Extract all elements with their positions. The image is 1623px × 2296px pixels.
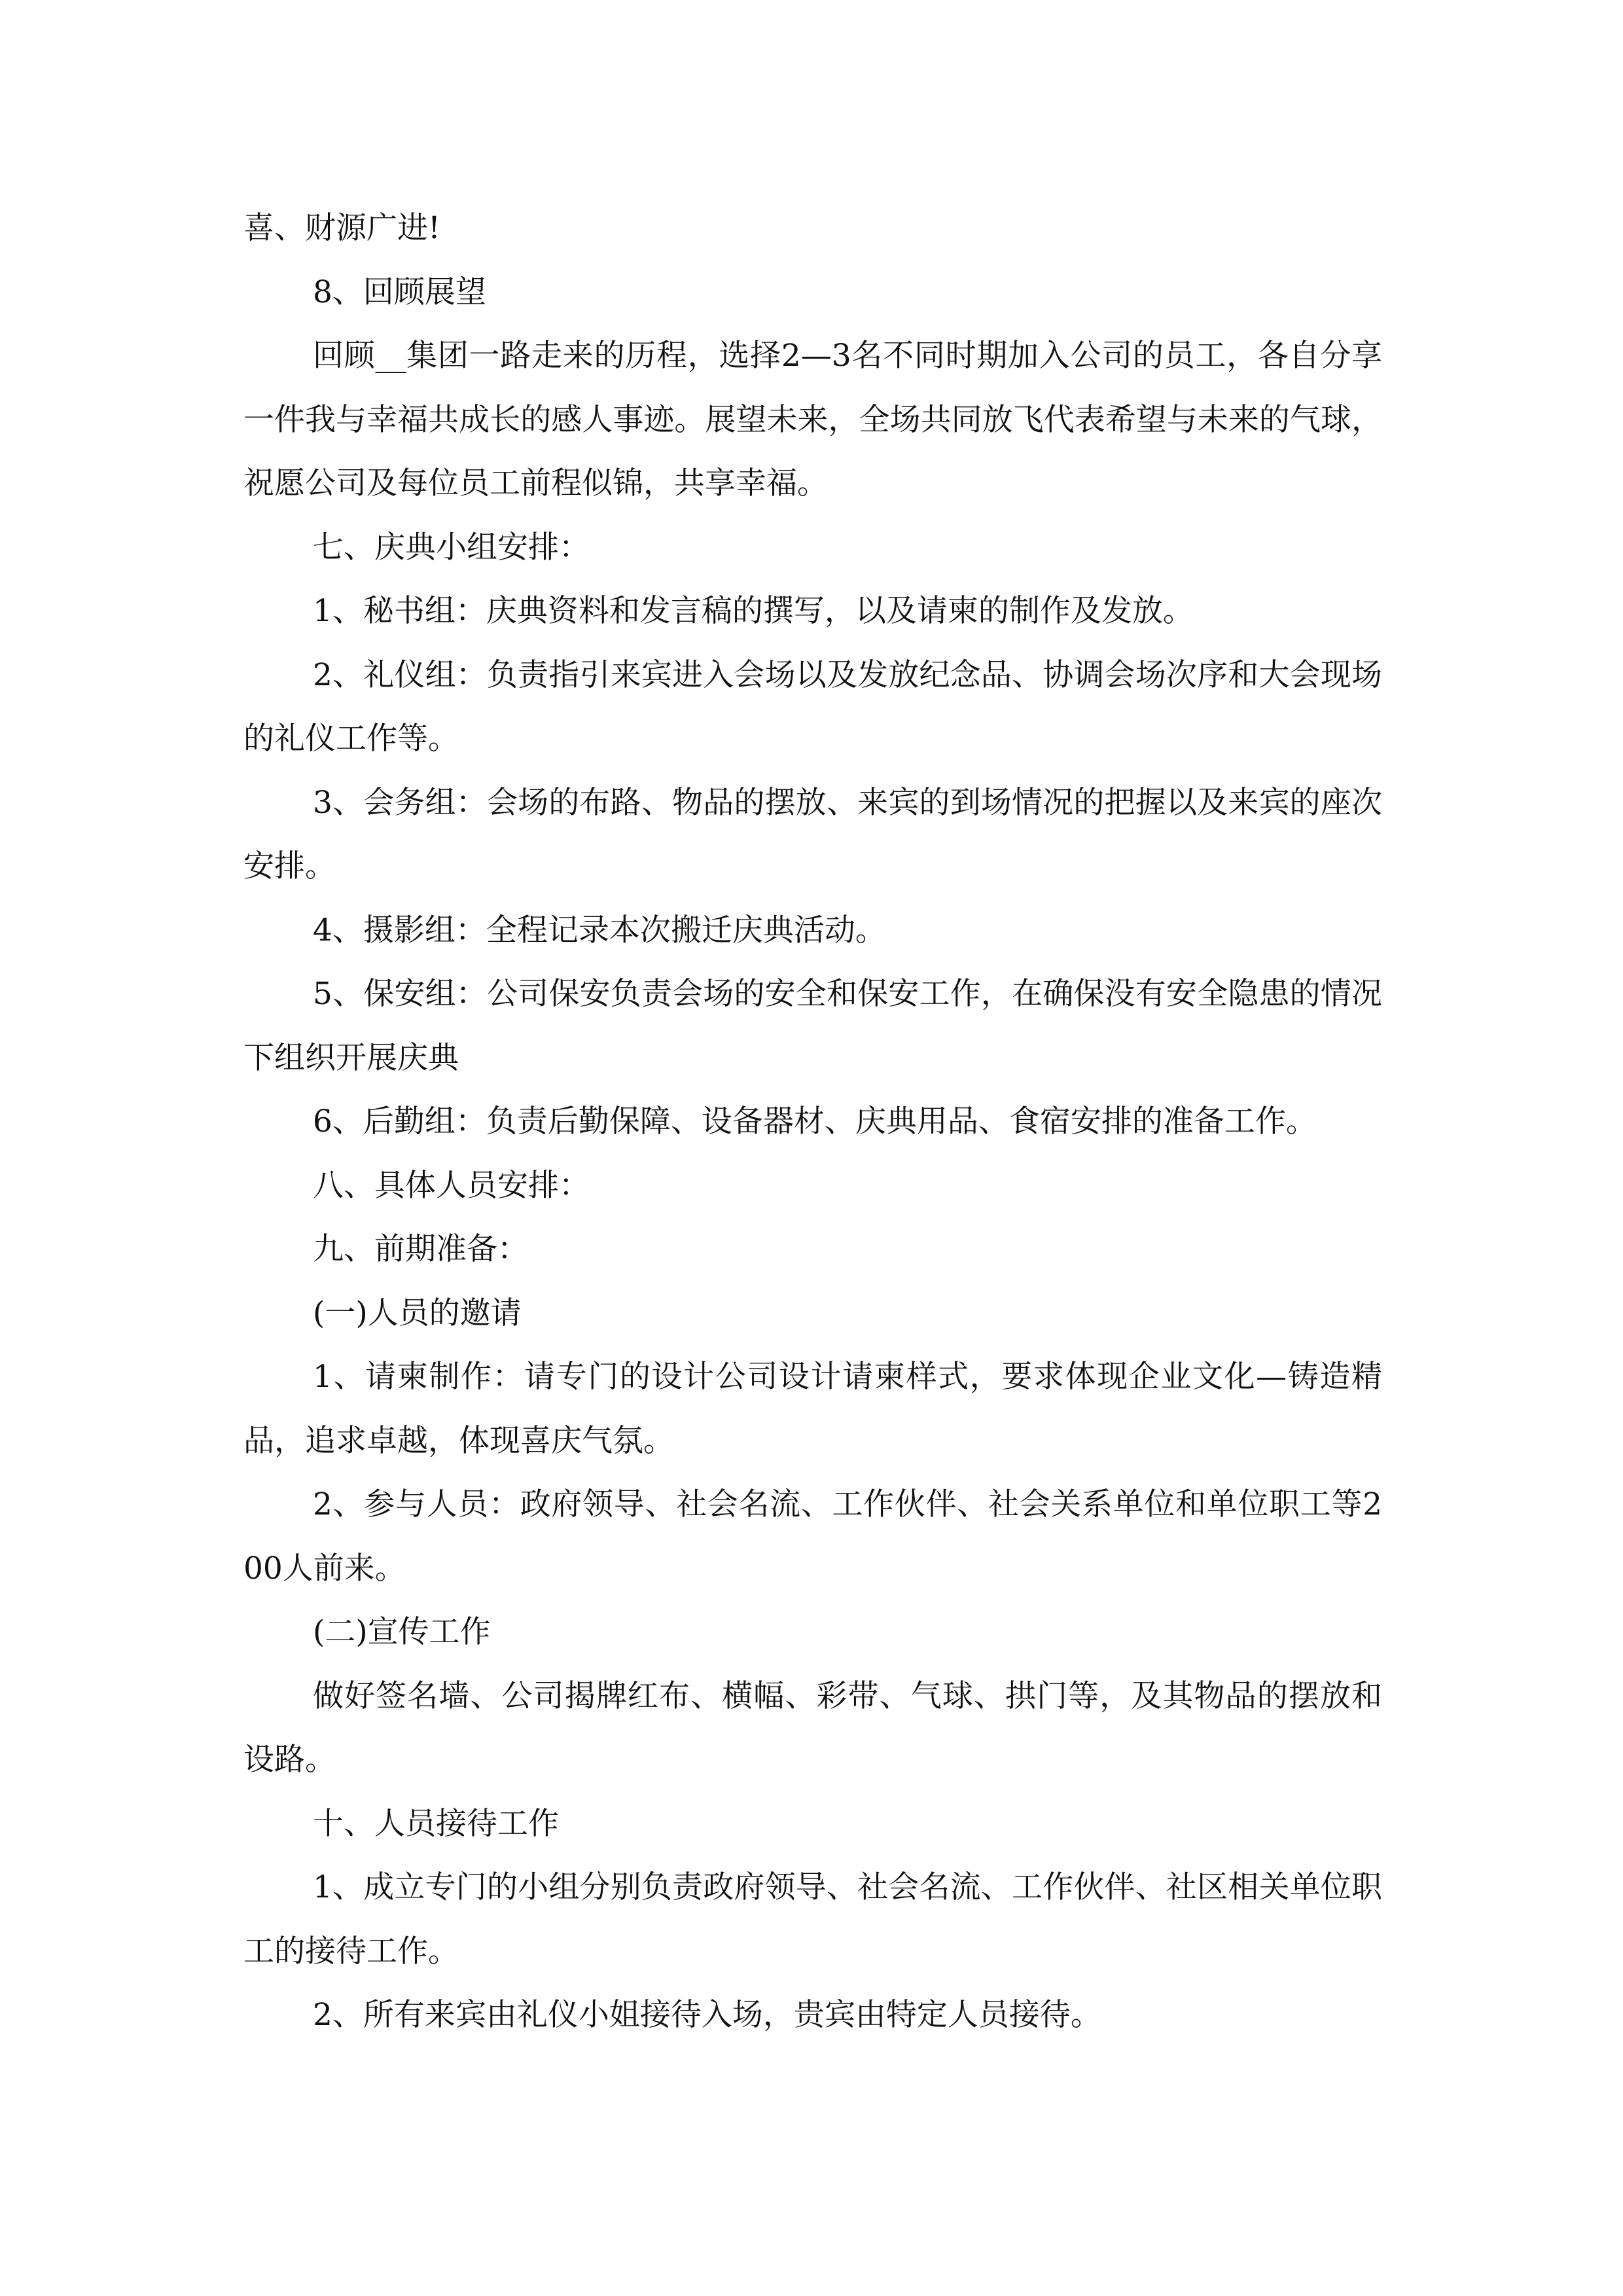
document-body [243, 196, 1382, 2047]
list-item: 2、参与人员：政府领导、社会名流、工作伙伴、社会关系单位和单位职工等200人前来。 [243, 1486, 1382, 1587]
list-item: 3、会务组：会场的布路、物品的摆放、来宾的到场情况的把握以及来宾的座次安排。 [243, 784, 1382, 884]
subsection-heading: (一)人员的邀请 [313, 1295, 522, 1331]
list-item: 5、保安组：公司保安负责会场的安全和保安工作，在确保没有安全隐患的情况下组织开展庆典 [243, 976, 1382, 1076]
list-item: 6、后勤组：负责后勤保障、设备器材、庆典用品、食宿安排的准备工作。 [313, 1103, 1317, 1139]
list-item: 1、请柬制作：请专门的设计公司设计请柬样式，要求体现企业文化—铸造精品，追求卓越，体现喜庆气氛。 [243, 1359, 1382, 1459]
section-heading: 十、人员接待工作 [313, 1805, 559, 1842]
list-item: 2、所有来宾由礼仪小姐接待入场，贵宾由特定人员接待。 [313, 1997, 1101, 2033]
section-heading: 八、具体人员安排： [313, 1167, 590, 1204]
section-heading: 七、庆典小组安排： [313, 529, 590, 565]
list-item: 1、秘书组：庆典资料和发言稿的撰写，以及请柬的制作及发放。 [313, 593, 1194, 629]
paragraph: 回顾__集团一路走来的历程，选择2—3名不同时期加入公司的员工，各自分享一件我与幸福共成长的感人事迹。展望未来，全场共同放飞代表希望与未来的气球，祝愿公司及每位员工前程似锦，共享幸福。 [243, 338, 1382, 501]
list-item: 4、摄影组：全程记录本次搬迁庆典活动。 [313, 912, 886, 948]
paragraph: 做好签名墙、公司揭牌红布、横幅、彩带、气球、拱门等，及其物品的摆放和设路。 [243, 1677, 1382, 1778]
section-heading: 8、回顾展望 [313, 274, 486, 310]
subsection-heading: (二)宣传工作 [313, 1614, 491, 1650]
paragraph: 喜、财源广进! [243, 210, 440, 246]
list-item: 2、礼仪组：负责指引来宾进入会场以及发放纪念品、协调会场次序和大会现场的礼仪工作等。 [243, 656, 1382, 757]
section-heading: 九、前期准备： [313, 1231, 528, 1267]
list-item: 1、成立专门的小组分别负责政府领导、社会名流、工作伙伴、社区相关单位职工的接待工作。 [243, 1869, 1382, 1969]
